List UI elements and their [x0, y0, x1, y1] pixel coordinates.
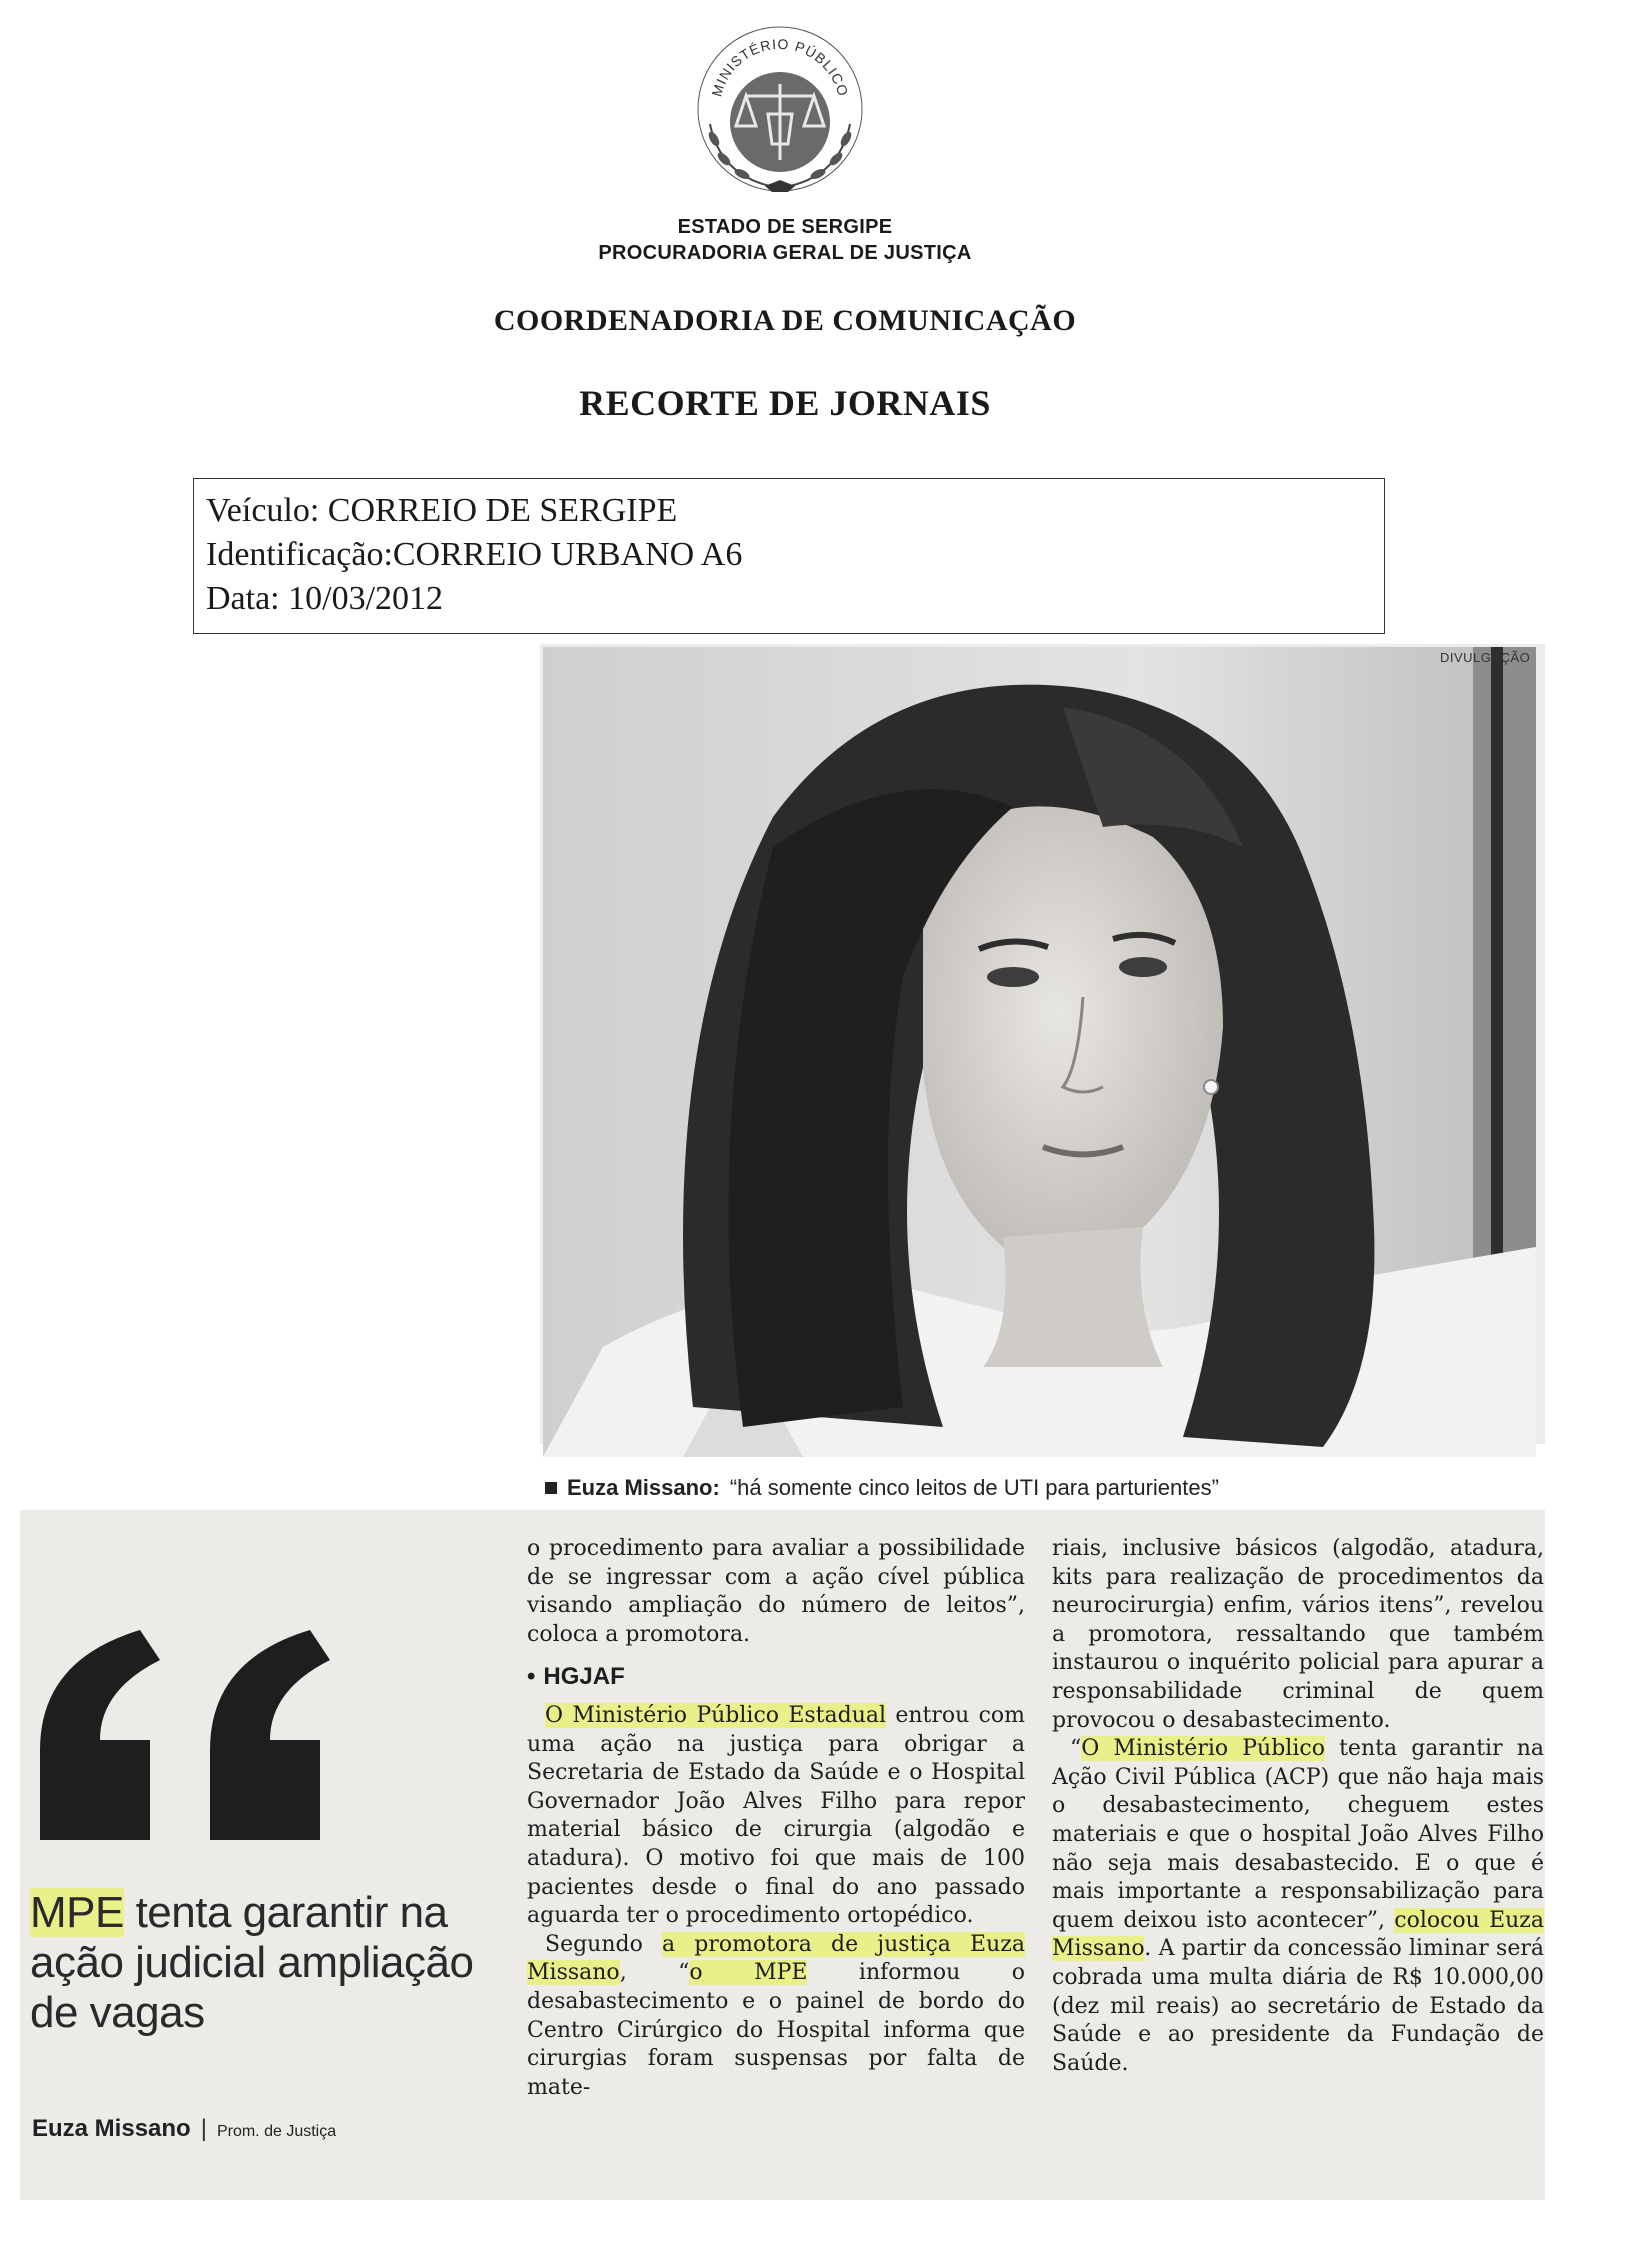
col1-p3-a: Segundo [545, 1931, 662, 1957]
subhead [527, 1663, 1025, 1692]
caption-square-icon [545, 1482, 557, 1494]
article-column-2 [1052, 1535, 1544, 2078]
pull-quote-rest: tenta garantir na ação judicial ampliação de vagas [30, 1888, 474, 2037]
caption-quote: “há somente cinco leitos de UTI para parturientes” [729, 1475, 1219, 1500]
info-data: Data: 10/03/2012 [206, 580, 444, 617]
col2-paragraph-2 [1052, 1735, 1544, 2078]
byline-role: Prom. de Justiça [216, 2123, 337, 2140]
byline [32, 2115, 336, 2143]
col1-paragraph-1: o procedimento para avaliar a possibilidade de se ingressar com a ação cível pública visando ampliação do número de leitos”, coloca a promotora. [527, 1536, 1025, 1647]
col2-paragraph-1: riais, inclusive básicos (algodão, atadura, kits para realização de procedimentos da neurocirurgia) enfim, vários itens”, revelou a promotora, ressaltando que também instaurou o inquérito policial para apurar a responsabilidade criminal de quem provocou o desabastecimento. [1052, 1536, 1544, 1733]
info-identificacao: Identificação:CORREIO URBANO A6 [206, 536, 743, 573]
pull-quote-text [30, 1888, 500, 2038]
col2-p2-c: . A partir da concessão liminar será cobrada uma multa diária de R$ 10.000,00 (dez mil reais) ao secretário de Estado da Saúde e ao presidente da Fundação de Saúde. [1052, 1936, 1544, 2076]
col2-p2-b: tenta garantir na Ação Civil Pública (ACP) que não haja mais o desabastecimento, cheguem estes materiais e que o hospital João Alves Filho não seja mais desabastecido. E o que é mais importante a responsabilização para quem deixou isto acontecer”, [1052, 1736, 1544, 1933]
ministerio-publico-seal [690, 14, 870, 196]
byline-separator: | [200, 2115, 207, 2142]
col2-p2-highlight-1: O Ministério Público [1081, 1736, 1325, 1762]
header-procuradoria: PROCURADORIA GERAL DE JUSTIÇA [598, 242, 972, 264]
section-title: RECORTE DE JORNAIS [579, 383, 991, 423]
article-photo [543, 647, 1536, 1457]
seal-text: MINISTÉRIO PÚBLICO [708, 35, 852, 99]
byline-name: Euza Missano [32, 2115, 191, 2142]
col1-p3-b: , “ [619, 1960, 690, 1986]
col2-p2-a: “ [1070, 1736, 1082, 1762]
col1-p3-c: informou o desabastecimento e o painel de bordo do Centro Cirúrgico do Hospital informa que cirurgias foram suspensas por falta de mate- [527, 1960, 1025, 2100]
subhead-text: HGJAF [543, 1663, 625, 1691]
col1-p3-highlight-1: a promotora de justiça Euza Missano [527, 1931, 1025, 1986]
subhead-bullet: • [527, 1663, 536, 1691]
col1-p2-highlight: O Ministério Público Estadual [545, 1702, 887, 1728]
article-column-1 [527, 1535, 1025, 2102]
col1-paragraph-3 [527, 1931, 1025, 2103]
col1-paragraph-2 [527, 1702, 1025, 1931]
quote-mark-icon [20, 1620, 350, 1850]
col1-p3-highlight-2: o MPE [689, 1960, 808, 1986]
pull-quote-highlight: MPE [30, 1888, 124, 1937]
col1-p2-rest: entrou com uma ação na justiça para obrigar a Secretaria de Estado da Saúde e o Hospital Governador João Alves Filho para repor material básico de cirurgia (algodão e atadura). O motivo foi que mais de 100 pacientes desde o final do ano passado aguarda ter o procedimento ortopédico. [527, 1702, 1025, 1929]
info-veiculo: Veículo: CORREIO DE SERGIPE [206, 492, 678, 529]
caption-name: Euza Missano: [567, 1475, 720, 1500]
photo-credit: DIVULGAÇÃO [1440, 650, 1531, 665]
clipping-info-box [193, 478, 1385, 634]
photo-caption [545, 1468, 1535, 1508]
header-state: ESTADO DE SERGIPE [677, 216, 893, 238]
col2-p2-highlight-2: colocou Euza Missano [1052, 1907, 1544, 1962]
header-coordenadoria: COORDENADORIA DE COMUNICAÇÃO [493, 304, 1077, 337]
